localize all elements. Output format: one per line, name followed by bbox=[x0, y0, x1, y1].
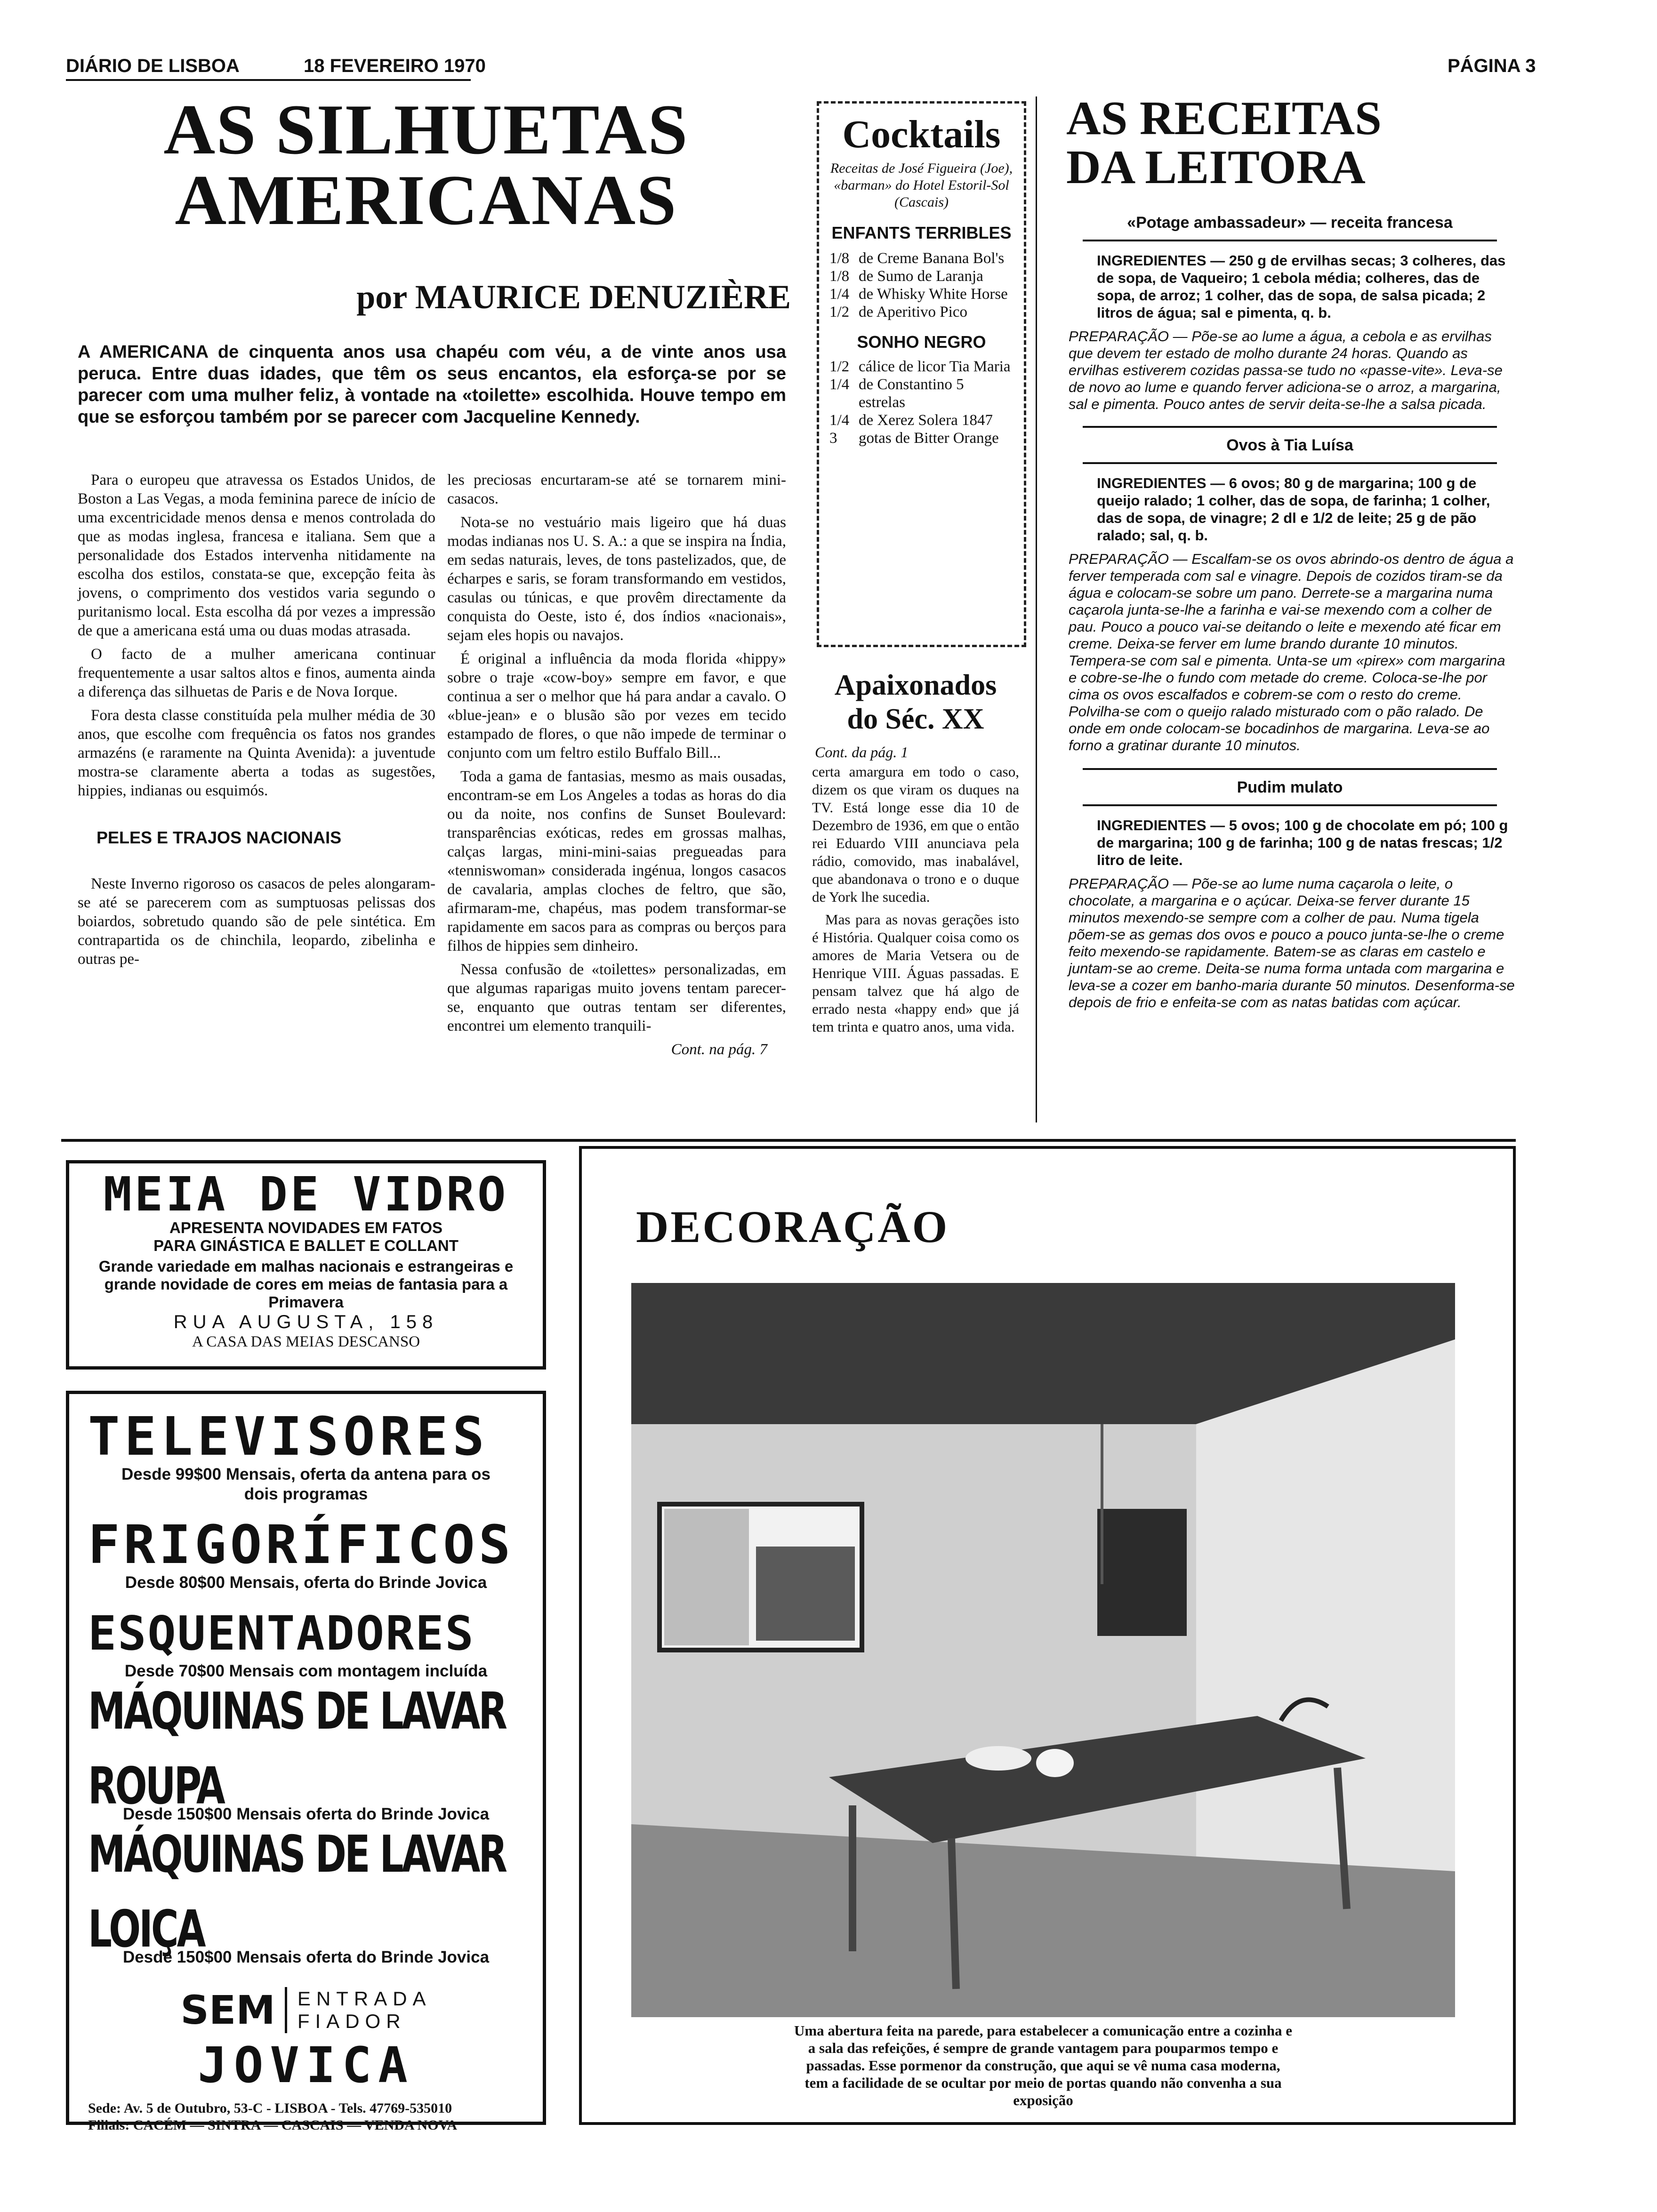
ad-item-offer: Desde 150$00 Mensais oferta do Brinde Jovica bbox=[122, 1805, 490, 1823]
recipe-title-ovos: Ovos à Tia Luísa bbox=[1226, 436, 1353, 454]
ingredient-text: gotas de Bitter Orange bbox=[859, 430, 999, 447]
drink-name-sonho: SONHO NEGRO bbox=[857, 332, 986, 352]
ad-meia-body: Grande variedade em malhas nacionais e estrangeiras e grande novidade de cores em meias de fantasia para a Primavera bbox=[98, 1258, 514, 1311]
recipe-title-pudim: Pudim mulato bbox=[1237, 778, 1343, 796]
ingredient-text: de Aperitivo Pico bbox=[859, 304, 967, 321]
drink-ingredient bbox=[829, 411, 1014, 429]
apaixonados-paragraph: certa amargura em todo o caso, dizem os que viram os duques na TV. Está longe esse dia 10 de Dezembro de 1936, em que o então rei Eduardo VIII anunciava pela rádio, comovido, mas inabalável, que abandonava o trono e o duque de York lhe sucedia. bbox=[812, 763, 1019, 905]
apaixonados-title bbox=[812, 668, 1019, 736]
recipe-rule bbox=[1083, 462, 1497, 464]
article-byline: por MAURICE DENUZIÈRE bbox=[356, 278, 791, 316]
article-title bbox=[61, 90, 791, 240]
ad-sem-entrada bbox=[88, 1987, 524, 2033]
article-apaixonados bbox=[812, 668, 1019, 1120]
ad-item-offer: Desde 99$00 Mensais, oferta da antena para os dois programas bbox=[121, 1465, 491, 1503]
dining-room-image bbox=[631, 1283, 1455, 2017]
drink-ingredients-sonho bbox=[829, 358, 1014, 447]
drink-ingredients-enfants bbox=[829, 249, 1014, 321]
article-paragraph: Nessa confusão de «toilettes» personalizadas, em que algumas raparigas muito jovens tentam parecer-se, enquanto que outras tentam ser diferentes, encontrei um elemento tranquili- bbox=[447, 961, 786, 1034]
ingredient-text: de Xerez Solera 1847 bbox=[859, 412, 993, 429]
ad-fiador: FIADOR bbox=[297, 2010, 406, 2032]
ad-item-name: TELEVISORES bbox=[88, 1406, 489, 1467]
cocktails-title: Cocktails bbox=[842, 112, 1001, 156]
ad-item-name: MÁQUINAS DE LAVAR ROUPA bbox=[88, 1681, 506, 1816]
drink-name-enfants: ENFANTS TERRIBLES bbox=[831, 223, 1012, 242]
article-subhead: PELES E TRAJOS NACIONAIS bbox=[97, 828, 342, 847]
recipe-preparation-potage: PREPARAÇÃO — Põe-se ao lume a água, a cebola e as ervilhas que devem ter estado de molho durante 24 horas. Quando as ervilhas estiverem cozidas passa-se tudo no «passe-vite». Leva-se de novo ao lume e quando ferver adiciona-se o arroz, a margarina, sal e pimenta. Pouco antes de servir deita-se-lhe a salsa picada. bbox=[1069, 328, 1503, 412]
ad-item-name: ESQUENTADORES bbox=[88, 1606, 475, 1661]
apaixonados-title-line1: Apaixonados bbox=[834, 669, 997, 701]
page-number: PÁGINA 3 bbox=[1448, 56, 1536, 76]
recipe-title-potage: «Potage ambassadeur» — receita francesa bbox=[1127, 214, 1453, 232]
decoracao-photo bbox=[631, 1283, 1455, 2017]
ad-item-offer: Desde 70$00 Mensais com montagem incluída bbox=[124, 1662, 488, 1680]
ingredient-qty: 1/4 bbox=[829, 412, 850, 429]
article-column-2 bbox=[447, 471, 786, 1059]
column-divider bbox=[1036, 96, 1037, 1122]
ad-jovica-sede: Sede: Av. 5 de Outubro, 53-C - LISBOA - Tels. 47769-535010 bbox=[88, 2100, 452, 2116]
recipe-preparation-pudim: PREPARAÇÃO — Põe-se ao lume numa caçarola o leite, o chocolate, a margarina e o açúcar. Deixa-se ferver durante 15 minutos mexendo-se sempre com a colher de pau. Numa tigela põem-se as gemas dos ovos e pouco a pouco junta-se-lhe o creme feito mexendo-se rapidamente. Batem-se as claras em castelo e juntam-se ao creme. Deita-se numa forma untada com margarina e leva-se a cozer em banho-maria durante 50 minutos. Desenforma-se depois de frio e enfeita-se com as natas batidas com açúcar. bbox=[1069, 875, 1515, 1010]
article-column-1 bbox=[78, 471, 435, 973]
cocktails-intro: Receitas de José Figueira (Joe), «barman» do Hotel Estoril-Sol (Cascais) bbox=[830, 160, 1013, 210]
decoracao-title: DECORAÇÃO bbox=[636, 1202, 949, 1252]
receitas-section bbox=[1064, 94, 1516, 1130]
ad-sem: SEM bbox=[180, 1987, 287, 2033]
recipe-ingredients-pudim: INGREDIENTES — 5 ovos; 100 g de chocolate em pó; 100 g de margarina; 100 g de farinha; 100 g de natas frescas; 1/2 litro de leite. bbox=[1097, 817, 1508, 868]
ingredient-qty: 1/8 bbox=[829, 250, 850, 267]
recipe-preparation-ovos: PREPARAÇÃO — Escalfam-se os ovos abrindo-os dentro de água a ferver temperada com sal e vinagre. Depois de cozidos tiram-se da água e colocam-se sobre um pano. Derrete-se a margarina numa caçarola junta-se-lhe a farinha e vai-se mexendo com a colher de pau. Pouco a pouco vai-se deitando o leite e mexendo até ficar em creme. Deixa-se ferver em lume brando durante 10 minutos. Tempera-se com sal e pimenta. Unta-se um «pirex» com margarina e cobre-se-lhe o fundo com metade do creme. Coloca-se-lhe por cima os ovos escalfados e cobrem-se com o resto do creme. Polvilha-se com o queijo ralado misturado com o pão ralado. De onde em onde colocam-se bocadinhos de margarina. Leva-se ao forno a gratinar durante 10 minutos. bbox=[1069, 551, 1514, 753]
drink-ingredient bbox=[829, 429, 1014, 447]
ingredient-text: cálice de licor Tia Maria bbox=[859, 358, 1011, 375]
ingredient-text: de Creme Banana Bol's bbox=[859, 250, 1005, 267]
ingredient-text: de Constantino 5 estrelas bbox=[859, 376, 964, 411]
apaixonados-title-line2: do Séc. XX bbox=[847, 703, 984, 735]
article-continued: Cont. na pág. 7 bbox=[671, 1041, 767, 1058]
drink-ingredient bbox=[829, 376, 1014, 411]
article-title-line1: AS SILHUETAS bbox=[163, 90, 689, 169]
apaixonados-body bbox=[812, 763, 1019, 1036]
article-silhuetas bbox=[61, 90, 791, 1134]
recipe-ingredients-potage: INGREDIENTES — 250 g de ervilhas secas; 3 colheres, das de sopa, de Vaqueiro; 1 cebola média; colheres, das de sopa, de arroz; 1 colher, das de sopa, de salsa picada; 2 litros de água; sal e pimenta, q. b. bbox=[1097, 252, 1506, 321]
ad-entrada-fiador bbox=[287, 1988, 432, 2033]
article-paragraph: Toda a gama de fantasias, mesmo as mais ousadas, encontram-se em Los Angeles a todas as horas do dia ou da noite, nos confins de Sunset Boulevard: transparências exóticas, redes em grossas malhas, calças largas, mini-mini-saias pregueadas para «tenniswoman» considerada ingénua, longos casacos de cavalaria, amplas cloches de feltro, que são, afirmaram-me, chapéus, mas podem transformar-se rapidamente em sacos para as compras ou berços para filhos de hippies sem dinheiro. bbox=[447, 768, 786, 954]
article-paragraph: É original a influência da moda florida «hippy» sobre o traje «cow-boy» sempre em favor, e que continua a ser o melhor que há para andar a cavalo. O «blue-jean» e o blusão são por vezes em tecido estampado de flores, o que não impede de terminar o conjunto com um feltro estilo Buffalo Bill... bbox=[447, 650, 786, 761]
newspaper-name: DIÁRIO DE LISBOA bbox=[66, 56, 240, 76]
ad-jovica-filiais: Filiais: CACÉM — SINTRA — CASCAIS — VENDA NOVA bbox=[88, 2117, 457, 2133]
ad-meia-title: MEIA DE VIDRO bbox=[103, 1167, 509, 1222]
ad-jovica bbox=[66, 1391, 546, 2133]
drink-ingredient bbox=[829, 249, 1014, 267]
ad-item-offer: Desde 80$00 Mensais, oferta do Brinde Jovica bbox=[125, 1573, 487, 1592]
recipe-rule bbox=[1083, 768, 1497, 770]
drink-ingredient bbox=[829, 358, 1014, 376]
article-paragraph: Fora desta classe constituída pela mulher média de 30 anos, que escolhe com frequência os fatos nos grandes armazéns (e raramente na Quinta Avenida): a juventude mostra-se claramente aberta a todas as sugestões, hippies, indianas ou esquimós. bbox=[78, 707, 435, 799]
article-paragraph: O facto de a mulher americana continuar frequentemente a usar saltos altos e finos, aumenta ainda a diferença das silhuetas de Paris e de Nova Iorque. bbox=[78, 646, 435, 700]
ingredient-qty: 1/2 bbox=[829, 358, 850, 375]
article-paragraph: les preciosas encurtaram-se até se tornarem mini-casacos. bbox=[447, 472, 786, 507]
ad-jovica-brand: JOVICA bbox=[198, 2036, 414, 2094]
issue-date: 18 FEVEREIRO 1970 bbox=[304, 56, 486, 76]
ad-entrada: ENTRADA bbox=[297, 1988, 432, 2010]
drink-ingredient bbox=[829, 267, 1014, 285]
receitas-title-line2: DA LEITORA bbox=[1066, 141, 1366, 194]
ingredient-qty: 1/8 bbox=[829, 268, 850, 285]
drink-ingredient bbox=[829, 303, 1014, 321]
apaixonados-continued: Cont. da pág. 1 bbox=[815, 744, 909, 761]
apaixonados-paragraph: Mas para as novas gerações isto é História. Qualquer coisa como os amores de Maria Vetsera ou de Henrique VIII. Águas passadas. E pensam talvez que há algo de errado nesta «happy end» que já tem trinta e quatro anos, uma vida. bbox=[812, 911, 1019, 1035]
recipe-rule bbox=[1083, 804, 1497, 806]
ad-item-name: MÁQUINAS DE LAVAR LOIÇA bbox=[88, 1824, 506, 1959]
ad-meia-line1: APRESENTA NOVIDADES EM FATOS bbox=[169, 1219, 442, 1236]
ingredient-qty: 3 bbox=[829, 430, 837, 447]
decoracao-caption: Uma abertura feita na parede, para estabelecer a comunicação entre a cozinha e a sala das refeições, é sempre de grande vantagem para pouparmos tempo e passadas. Esse pormenor da construção, que aqui se vê numa casa moderna, tem a facilidade de se ocultar por meio de portas quando não convenha a sua exposição bbox=[794, 2022, 1293, 2108]
ad-meia-de-vidro bbox=[66, 1160, 546, 1370]
ingredient-qty: 1/2 bbox=[829, 304, 850, 321]
ad-meia-line2: PARA GINÁSTICA E BALLET E COLLANT bbox=[153, 1237, 458, 1254]
article-title-line2: AMERICANAS bbox=[175, 160, 677, 240]
receitas-title bbox=[1066, 94, 1516, 192]
section-divider bbox=[61, 1139, 1516, 1142]
article-paragraph: Nota-se no vestuário mais ligeiro que há duas modas indianas nos U. S. A.: a que se inspira na Índia, em sedas naturais, leves, de tons pastelizados, que, de écharpes e saris, se foram transformando em vestidos, casulas ou túnicas, e que provêm directamente da conquista do Oeste, isto é, dos índios «nacionais», sejam eles hopis ou navajos. bbox=[447, 514, 786, 644]
article-lead: A AMERICANA de cinquenta anos usa chapéu com véu, a de vinte anos usa peruca. Entre duas idades, que têm os seus encantos, ela esforça-se por se parecer com uma mulher feliz, à vontade na «toilette» escolhida. Houve tempo em que se esforçou também por se parecer com Jacqueline Kennedy. bbox=[78, 342, 786, 427]
receitas-title-line1: AS RECEITAS bbox=[1066, 92, 1382, 145]
drink-ingredient bbox=[829, 285, 1014, 303]
article-paragraph: Para o europeu que atravessa os Estados Unidos, de Boston a Las Vegas, a moda feminina parece de início de uma excentricidade menos densa e menos controlada do que as modas inglesa, francesa e italiana. Sem que a personalidade dos Estados intervenha nitidamente na escolha dos estilos, constata-se que, excepção feita às jovens, o comprimento dos vestidos varia segundo o puritanismo local. Esta escolha dá por vezes a impressão de que a americana está uma ou duas modas atrasada. bbox=[78, 472, 435, 639]
header-rule bbox=[66, 79, 471, 81]
article-paragraph: Neste Inverno rigoroso os casacos de peles alongaram-se até se parecerem com as sumptuosas pelissas dos boiardos, sobretudo quando são de pele sintética. Em contrapartida os de chinchila, leopardo, zibelinha e outras pe- bbox=[78, 875, 435, 968]
ad-meia-slogan: A CASA DAS MEIAS DESCANSO bbox=[192, 1333, 420, 1350]
ingredient-qty: 1/4 bbox=[829, 376, 850, 393]
recipe-ingredients-ovos: INGREDIENTES — 6 ovos; 80 g de margarina; 100 g de queijo ralado; 1 colher, das de sopa, de farinha; 1 colher, das de sopa, de vinagre; 2 dl e 1/2 de leite; 25 g de pão ralado; sal, q. b. bbox=[1097, 475, 1490, 544]
ingredient-qty: 1/4 bbox=[829, 286, 850, 303]
recipe-rule bbox=[1083, 240, 1497, 241]
decoracao-box bbox=[579, 1146, 1516, 2125]
ad-meia-address: RUA AUGUSTA, 158 bbox=[173, 1312, 439, 1332]
ingredient-text: de Sumo de Laranja bbox=[859, 268, 983, 285]
cocktails-box bbox=[817, 101, 1026, 647]
recipe-rule bbox=[1083, 426, 1497, 428]
ad-item-offer: Desde 150$00 Mensais oferta do Brinde Jovica bbox=[122, 1948, 490, 1966]
ingredient-text: de Whisky White Horse bbox=[859, 286, 1008, 303]
ad-item-name: FRIGORÍFICOS bbox=[88, 1515, 515, 1576]
